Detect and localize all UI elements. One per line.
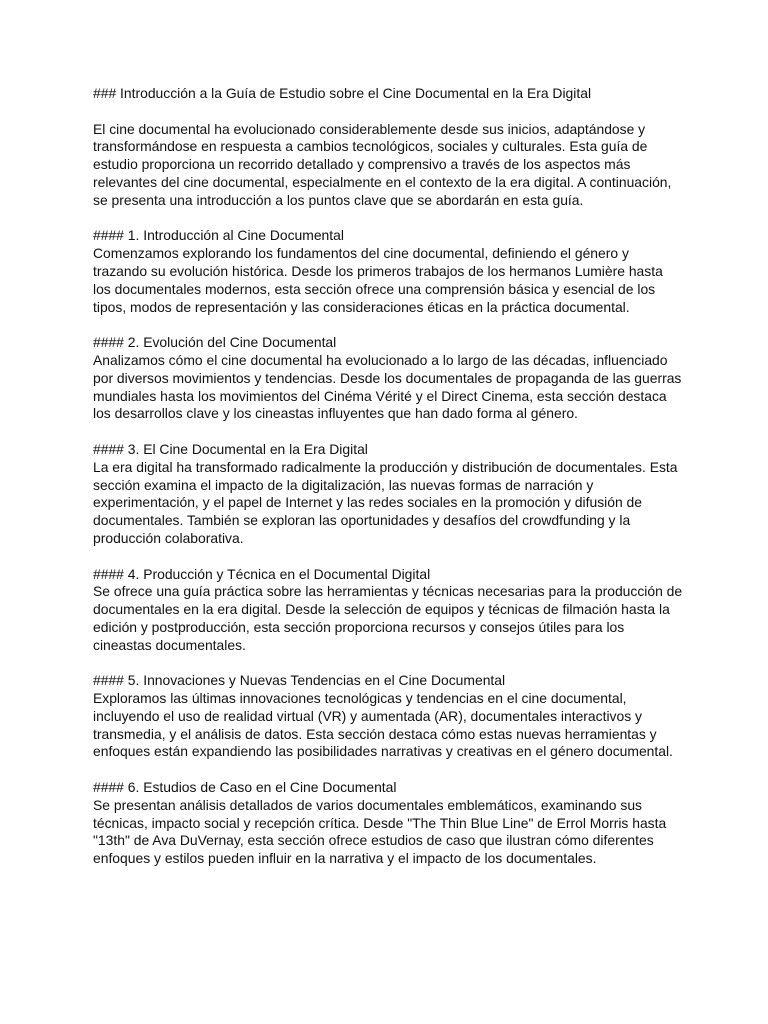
section-body: Comenzamos explorando los fundamentos del cine documental, definiendo el género y trazando su evolución histórica. Desde los primeros trabajos de los hermanos Lumière hasta los documentales modernos, esta sección ofrece una comprensión básica y esencial de los tipos, modos de representación y las consideraciones éticas en la práctica documental.	[93, 245, 663, 315]
spacer	[93, 548, 683, 566]
section-heading: #### 2. Evolución del Cine Documental	[93, 334, 337, 351]
document-title: ### Introducción a la Guía de Estudio sobre el Cine Documental en la Era Digital	[93, 85, 592, 101]
section-heading: #### 4. Producción y Técnica en el Documental Digital	[93, 565, 431, 582]
section-heading: #### 5. Innovaciones y Nuevas Tendencias en el Cine Documental	[93, 672, 506, 689]
section-body: Se presentan análisis detallados de varios documentales emblemáticos, examinando sus técnicas, impacto social y recepción crítica. Desde "The Thin Blue Line" de Errol Morris hasta "13th" de Ava DuVernay, esta sección ofrece estudios de caso que ilustran cómo diferentes enfoques y estilos pueden influir en la narrativa y el impacto de los documentales.	[93, 796, 667, 867]
document-page	[93, 85, 683, 868]
section-body: Se ofrece una guía práctica sobre las herramientas y técnicas necesarias para la producción de documentales en la era digital. Desde la selección de equipos y técnicas de filmación hasta la edición y postproducción, esta sección proporciona recursos y consejos útiles para los cineastas documentales.	[93, 583, 683, 653]
spacer	[93, 316, 683, 334]
spacer	[93, 761, 683, 779]
section-heading: #### 1. Introducción al Cine Documental	[93, 227, 344, 244]
section-body: La era digital ha transformado radicalmente la producción y distribución de documentales. Esta sección examina el impacto de la digitalización, las nuevas formas de narración y experimentación, y el papel de Internet y las redes sociales en la promoción y difusión de documentales. También se exploran las oportunidades y desafíos del crowdfunding y la producción colaborativa.	[93, 458, 678, 546]
spacer	[93, 423, 683, 441]
section-heading: #### 3. El Cine Documental en la Era Digital	[93, 440, 368, 457]
spacer	[93, 103, 683, 121]
section-body: Exploramos las últimas innovaciones tecnológicas y tendencias en el cine documental, incluyendo el uso de realidad virtual (VR) y aumentada (AR), documentales interactivos y transmedia, y el análisis de datos. Esta sección destaca cómo estas nuevas herramientas y enfoques están expandiendo las posibilidades narrativas y creativas en el género documental.	[93, 690, 673, 760]
intro-paragraph: El cine documental ha evolucionado considerablemente desde sus inicios, adaptándose y transformándose en respuesta a cambios tecnológicos, sociales y culturales. Esta guía de estudio proporciona un recorrido detallado y comprensivo a través de los aspectos más relevantes del cine documental, especialmente en el contexto de la era digital. A continuación, se presenta una introducción a los puntos clave que se abordarán en esta guía.	[93, 120, 672, 208]
spacer	[93, 210, 683, 228]
section-heading: #### 6. Estudios de Caso en el Cine Documental	[93, 779, 397, 796]
section-body: Analizamos cómo el cine documental ha evolucionado a lo largo de las décadas, influenciado por diversos movimientos y tendencias. Desde los documentales de propaganda de las guerras mundiales hasta los movimientos del Cinéma Vérité y el Direct Cinema, esta sección destaca los desarrollos clave y los cineastas influyentes que han dado forma al género.	[93, 351, 682, 422]
spacer	[93, 655, 683, 673]
